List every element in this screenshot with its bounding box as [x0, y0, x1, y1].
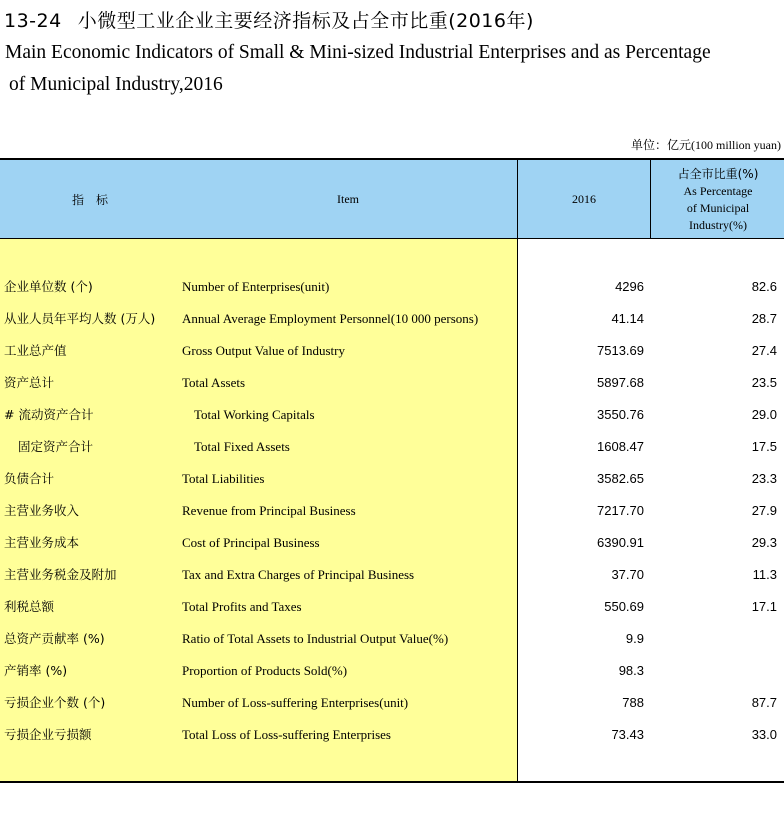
table-row [0, 623, 784, 655]
title-cn-text: 小微型工业企业主要经济指标及占全市比重(2016年) [77, 10, 534, 32]
row-value-percentage: 27.4 [751, 343, 777, 358]
table-row [0, 303, 784, 335]
row-value-percentage: 33.0 [751, 727, 777, 742]
header-pct-en3: Industry(%) [689, 218, 747, 232]
row-value-percentage: 17.1 [751, 599, 777, 614]
table-number: 13-24 [4, 10, 62, 32]
row-value-2016: 550.69 [604, 599, 644, 614]
row-value-percentage: 82.6 [751, 279, 777, 294]
row-value-2016: 7217.70 [597, 503, 644, 518]
row-label-en: Annual Average Employment Personnel(10 000 persons) [182, 311, 479, 326]
table-row [0, 367, 784, 399]
table-row [0, 495, 784, 527]
row-value-percentage: 27.9 [751, 503, 777, 518]
row-label-en: Total Loss of Loss-suffering Enterprises [182, 727, 391, 742]
header-pct-en2: of Municipal [686, 201, 750, 215]
row-label-cn: 资产总计 [4, 375, 55, 390]
row-label-cn: 工业总产值 [4, 343, 67, 358]
row-value-2016: 5897.68 [597, 375, 644, 390]
header-divider-2 [650, 160, 651, 238]
table-row [0, 463, 784, 495]
row-label-en: Total Assets [182, 375, 246, 390]
row-value-2016: 6390.91 [597, 535, 644, 550]
unit-cn: 单位：亿元 [630, 138, 691, 152]
row-value-percentage: 87.7 [751, 695, 777, 710]
header-year: 2016 [572, 192, 596, 206]
table-row [0, 399, 784, 431]
table-row [0, 719, 784, 751]
row-label-en: Total Fixed Assets [194, 439, 290, 454]
table-row [0, 527, 784, 559]
row-label-cn: 主营业务税金及附加 [4, 567, 117, 582]
bottom-rule [0, 781, 784, 783]
table-row [0, 559, 784, 591]
row-value-2016: 788 [622, 695, 644, 710]
header-pct-en1: As Percentage [683, 184, 753, 198]
row-value-percentage: 11.3 [752, 567, 777, 582]
row-label-en: Cost of Principal Business [182, 535, 320, 550]
row-label-cn: 亏损企业个数 (个) [4, 695, 106, 710]
header-indicator-cn: 指 标 [71, 193, 108, 207]
row-label-cn: 固定资产合计 [18, 439, 94, 454]
row-value-percentage: 29.0 [751, 407, 777, 422]
row-label-cn: # 流动资产合计 [4, 407, 94, 422]
row-value-2016: 73.43 [611, 727, 644, 742]
row-value-2016: 41.14 [611, 311, 644, 326]
row-label-cn: 主营业务成本 [4, 535, 80, 550]
table-title-cn [4, 6, 534, 33]
header-pct-cn: 占全市比重(%) [677, 167, 759, 181]
row-value-percentage: 23.5 [751, 375, 777, 390]
row-label-cn: 产销率 (%) [4, 663, 68, 678]
row-label-cn: 利税总额 [4, 599, 55, 614]
table-header [0, 160, 784, 238]
table-row [0, 655, 784, 687]
unit-en: (100 million yuan) [691, 138, 781, 152]
row-label-en: Number of Loss-suffering Enterprises(unit) [182, 695, 409, 710]
row-value-percentage: 29.3 [751, 535, 777, 550]
row-label-cn: 企业单位数 (个) [4, 279, 93, 294]
row-value-2016: 1608.47 [597, 439, 644, 454]
row-value-2016: 4296 [615, 279, 644, 294]
row-label-cn: 总资产贡献率 (%) [4, 631, 105, 646]
title-en-line2: of Municipal Industry,2016 [9, 74, 223, 95]
row-value-2016: 3582.65 [597, 471, 644, 486]
table-row [0, 335, 784, 367]
row-label-cn: 从业人员年平均人数 (万人) [4, 311, 156, 326]
table-row [0, 431, 784, 463]
row-label-en: Gross Output Value of Industry [182, 343, 345, 358]
row-value-2016: 37.70 [611, 567, 644, 582]
table-title-en [5, 37, 711, 101]
row-value-percentage: 28.7 [751, 311, 777, 326]
row-value-2016: 9.9 [625, 631, 644, 646]
row-label-en: Ratio of Total Assets to Industrial Output Value(%) [182, 631, 449, 646]
row-label-cn: 主营业务收入 [4, 503, 80, 518]
table-row [0, 271, 784, 303]
header-item-en: Item [337, 192, 359, 206]
row-value-2016: 7513.69 [597, 343, 644, 358]
row-label-en: Total Liabilities [182, 471, 265, 486]
header-pct [652, 166, 784, 234]
row-value-2016: 3550.76 [597, 407, 644, 422]
row-label-en: Number of Enterprises(unit) [182, 279, 330, 294]
row-value-percentage: 17.5 [751, 439, 777, 454]
row-label-en: Total Working Capitals [194, 407, 315, 422]
row-label-en: Tax and Extra Charges of Principal Business [182, 567, 415, 582]
row-value-percentage: 23.3 [751, 471, 777, 486]
row-label-en: Proportion of Products Sold(%) [182, 663, 348, 678]
table-row [0, 591, 784, 623]
row-label-cn: 负债合计 [4, 471, 55, 486]
title-en-line1: Main Economic Indicators of Small & Mini-sized Industrial Enterprises and as Percentage [5, 42, 711, 63]
header-divider-1 [517, 160, 518, 238]
table-row [0, 687, 784, 719]
row-label-en: Total Profits and Taxes [182, 599, 302, 614]
row-label-en: Revenue from Principal Business [182, 503, 356, 518]
row-label-cn: 亏损企业亏损额 [4, 727, 92, 742]
unit-label [631, 136, 781, 153]
row-value-2016: 98.3 [618, 663, 644, 678]
